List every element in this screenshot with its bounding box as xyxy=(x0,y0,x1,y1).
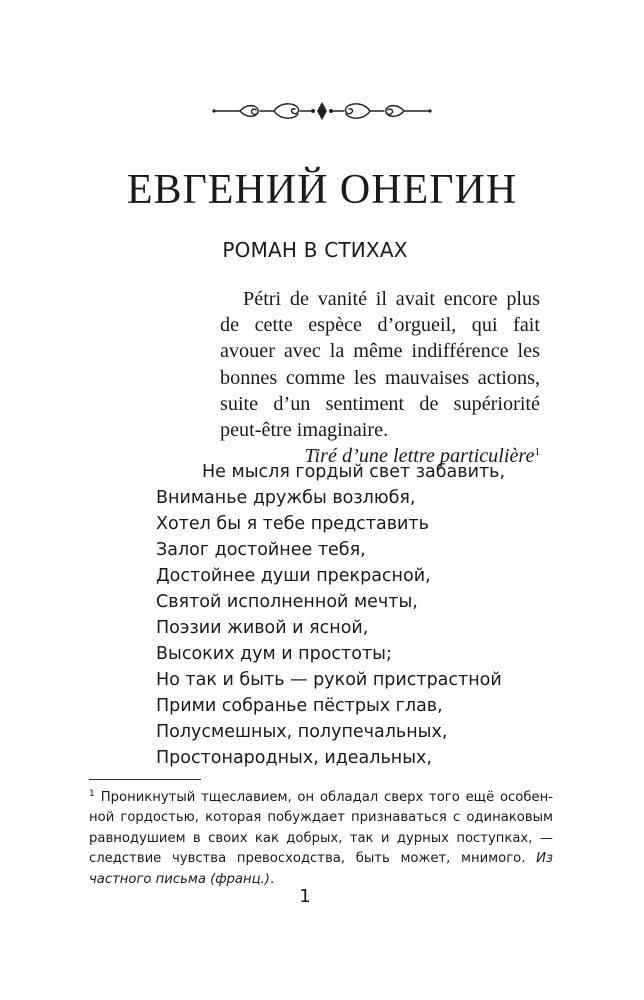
poem-line: Не мысля гордый свет забавить, xyxy=(202,462,506,482)
epigraph-attribution-text: Tiré d’une lettre particulière xyxy=(304,445,535,468)
poem-line: Высоких дум и простоты; xyxy=(156,644,392,664)
poem-stanza xyxy=(156,459,505,771)
poem-line: Поэзии живой и ясной, xyxy=(156,618,369,638)
poem-line: Хотел бы я тебе представить xyxy=(156,514,429,534)
poem-line: Прими собранье пёстрых глав, xyxy=(156,696,443,716)
poem-line: Полусмешных, полупечальных, xyxy=(156,722,448,742)
poem-line: Вниманье дружбы возлюбя, xyxy=(156,488,416,508)
decorative-divider-icon xyxy=(212,98,432,124)
footnote-divider xyxy=(89,779,201,780)
footnote-mark: 1 xyxy=(89,789,95,799)
poem-line: Достойнее души прекрасной, xyxy=(156,566,431,586)
poem-line: Простонародных, идеальных, xyxy=(156,748,432,768)
epigraph-text: Pétri de vanité il avait encore plus de cette espèce d’orgueil, qui fait avouer avec la même indifférence les bonnes comme les mauvaises actions, suite d’un sentiment de supériorité peut-être imaginaire. xyxy=(220,288,540,442)
footnote-text: Проникнутый тщеславием, он обладал сверх того ещё особенной гордостью, которая побуждает признаваться с одинаковым равнодушием в своих как добрых, так и дурных поступках, — следствие чувства превосходства, быть может, мнимого. xyxy=(89,790,553,867)
footnote-source: Из частного письма (франц.) xyxy=(89,851,553,887)
poem-line: Залог достойнее тебя, xyxy=(156,540,366,560)
book-subtitle: РОМАН В СТИХАХ xyxy=(222,238,408,262)
footnote-reference[interactable]: 1 xyxy=(534,446,540,459)
footnote xyxy=(89,788,553,890)
book-title: ЕВГЕНИЙ ОНЕГИН xyxy=(126,167,518,213)
footnote-end: . xyxy=(269,871,275,887)
poem-line: Но так и быть — рукой пристрастной xyxy=(156,670,502,690)
epigraph xyxy=(220,286,540,469)
poem-line: Святой исполненной мечты, xyxy=(156,592,418,612)
page-number: 1 xyxy=(299,886,311,907)
